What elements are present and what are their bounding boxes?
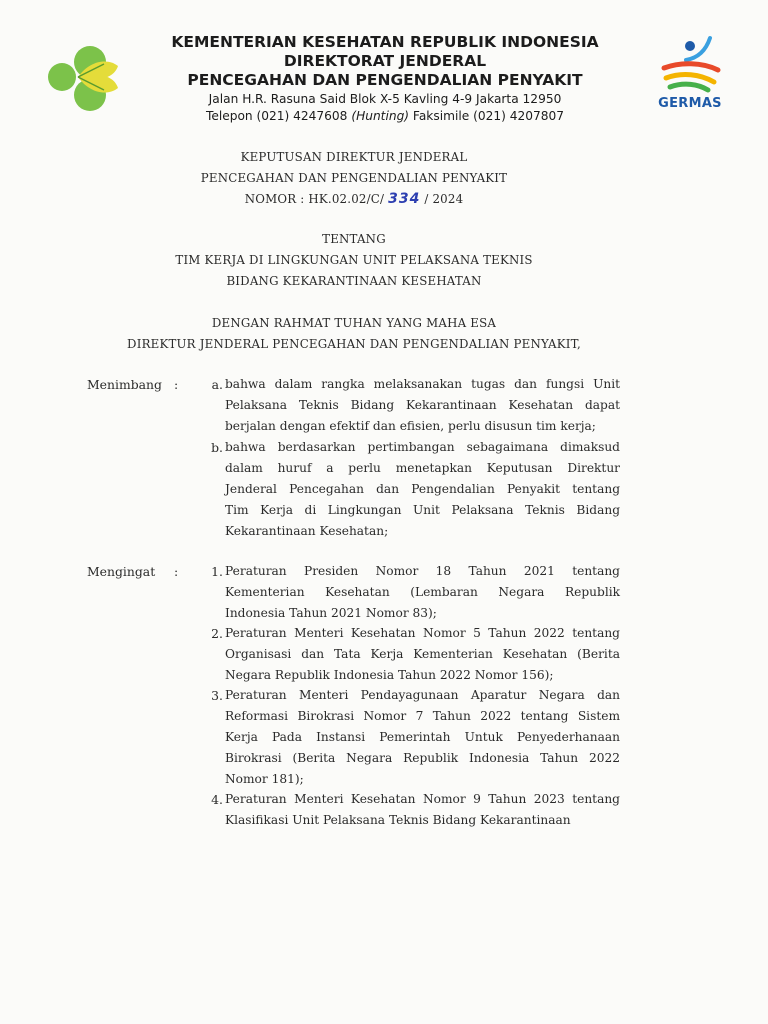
item-line: Klasifikasi Unit Pelaksana Teknis Bidang Kekarantinaan — [225, 813, 571, 827]
nomor-prefix: NOMOR : HK.02.02/C/ — [244, 192, 389, 206]
germas-label: GERMAS — [658, 96, 722, 111]
nomor-handwritten: 334 — [388, 191, 421, 207]
item-line: Kerja Pada Instansi Pemerintah Untuk Penyederhanaan — [225, 730, 620, 744]
item-marker: 3. — [211, 688, 223, 703]
item-line: Reformasi Birokrasi Nomor 7 Tahun 2022 tentang Sistem — [225, 709, 620, 723]
item-line: Kementerian Kesehatan (Lembaran Negara Republik — [225, 585, 620, 599]
kemenkes-logo-icon — [40, 40, 122, 114]
subject-label: TENTANG — [322, 232, 386, 246]
item-marker: a. — [211, 377, 223, 392]
phone: Telepon (021) 4247608 — [205, 109, 352, 123]
preamble-line2: DIREKTUR JENDERAL PENCEGAHAN DAN PENGENDALIAN PENYAKIT, — [127, 337, 581, 351]
item-marker: 1. — [211, 564, 223, 579]
mengingat-label: Mengingat — [87, 564, 156, 579]
preamble-line1: DENGAN RAHMAT TUHAN YANG MAHA ESA — [211, 316, 497, 330]
preamble-block — [0, 313, 708, 355]
item-line: Peraturan Menteri Kesehatan Nomor 9 Tahun 2023 tentang — [225, 792, 620, 806]
decree-line1: KEPUTUSAN DIREKTUR JENDERAL — [240, 150, 468, 164]
item-marker: 4. — [211, 792, 223, 807]
item-marker: 2. — [211, 626, 223, 641]
item-line: Pelaksana Teknis Bidang Kekarantinaan Kesehatan dapat — [225, 398, 620, 412]
item-line: Nomor 181); — [225, 772, 304, 786]
item-line: dalam huruf a perlu menetapkan Keputusan Direktur — [225, 461, 620, 475]
contact-line — [140, 109, 630, 124]
decree-line2: PENCEGAHAN DAN PENGENDALIAN PENYAKIT — [200, 171, 508, 185]
item-line: Birokrasi (Berita Negara Republik Indonesia Tahun 2022 — [225, 751, 620, 765]
subject-line1: TIM KERJA DI LINGKUNGAN UNIT PELAKSANA TEKNIS — [175, 253, 533, 267]
item-line: Tim Kerja di Lingkungan Unit Pelaksana Teknis Bidang — [225, 503, 620, 517]
item-line: Peraturan Presiden Nomor 18 Tahun 2021 tentang — [225, 564, 620, 578]
item-line: Peraturan Menteri Kesehatan Nomor 5 Tahun 2022 tentang — [225, 626, 620, 640]
nomor-suffix: / 2024 — [420, 192, 464, 206]
letterhead — [140, 33, 630, 124]
item-line: Peraturan Menteri Pendayagunaan Aparatur Negara dan — [225, 688, 620, 702]
item-line: Organisasi dan Tata Kerja Kementerian Kesehatan (Berita — [225, 647, 620, 661]
item-line: Indonesia Tahun 2021 Nomor 83); — [225, 606, 437, 620]
menimbang-colon: : — [174, 377, 179, 392]
mengingat-colon: : — [174, 564, 179, 579]
address: Jalan H.R. Rasuna Said Blok X-5 Kavling 4-9 Jakarta 12950 — [208, 92, 562, 106]
directorate-subname: PENCEGAHAN DAN PENGENDALIAN PENYAKIT — [187, 71, 583, 89]
item-line: berjalan dengan efektif dan efisien, perlu disusun tim kerja; — [225, 419, 596, 433]
item-line: Kekarantinaan Kesehatan; — [225, 524, 389, 538]
item-line: Negara Republik Indonesia Tahun 2022 Nomor 156); — [225, 668, 554, 682]
subject-line2: BIDANG KEKARANTINAAN KESEHATAN — [226, 274, 482, 288]
item-marker: b. — [211, 440, 223, 455]
item-line: bahwa berdasarkan pertimbangan sebagaimana dimaksud — [225, 440, 620, 454]
decree-number — [0, 189, 708, 210]
item-line: bahwa dalam rangka melaksanakan tugas dan fungsi Unit — [225, 377, 620, 391]
menimbang-label: Menimbang — [87, 377, 162, 392]
decree-title — [0, 147, 708, 210]
phone-hunting: (Hunting) — [351, 109, 410, 123]
item-line: Jenderal Pencegahan dan Pengendalian Penyakit tentang — [225, 482, 620, 496]
subject-block — [0, 229, 708, 292]
ministry-name: KEMENTERIAN KESEHATAN REPUBLIK INDONESIA — [171, 33, 599, 51]
fax: Faksimile (021) 4207807 — [409, 109, 565, 123]
directorate-name: DIREKTORAT JENDERAL — [283, 52, 487, 70]
